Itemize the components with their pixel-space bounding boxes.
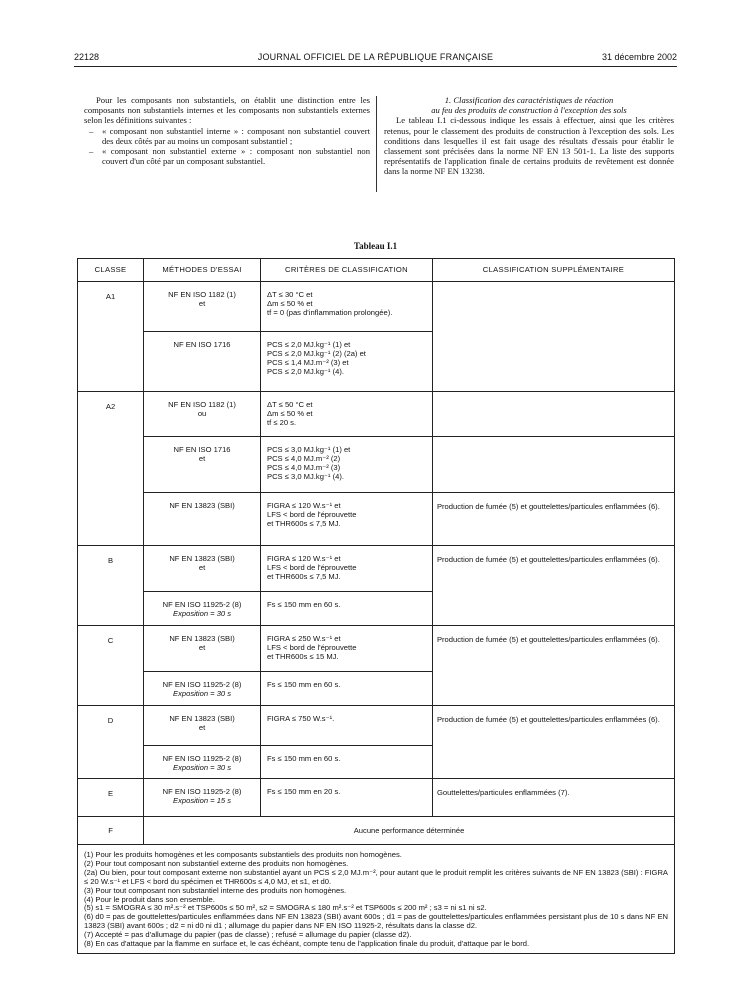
method-text: NF EN 13823 (SBI) <box>169 501 235 510</box>
method-text: NF EN ISO 11925-2 (8) <box>162 787 242 796</box>
exposure-text: Exposition = 30 s <box>173 763 232 773</box>
footnote: (8) En cas d'attaque par la flamme en surface et, le cas échéant, compte tenu de l'application finale du produit, d'attaque par le bord. <box>84 939 530 949</box>
method-conjunction: et <box>198 299 206 309</box>
criteria-cell: Fs ≤ 150 mm en 60 s. <box>261 746 433 779</box>
left-column <box>84 95 370 166</box>
issue-date: 31 décembre 2002 <box>601 52 677 62</box>
method-cell <box>144 546 261 592</box>
classification-table <box>77 258 675 954</box>
class-cell: D <box>78 706 144 779</box>
method-cell <box>144 706 261 746</box>
criteria-cell: Fs ≤ 150 mm en 60 s. <box>261 592 433 626</box>
no-performance-cell: Aucune performance déterminée <box>144 817 675 845</box>
section-body: Le tableau I.1 ci-dessous indique les essais à effectuer, ainsi que les critères retenus, pour le classement des produits de construction à l'exception des sols. Les conditions dans lesquelles il est fait usage des résultats d'essais pour établir le classement sont précisées dans la norme NF EN 13 501-1. La liste des supports représentatifs de l'application finale de certains produits de revêtement est donnée dans la norme NF EN 13238. <box>384 115 674 177</box>
section-heading: 1. Classification des caractéristiques de réaction <box>444 95 614 105</box>
criteria-line: LFS < bord de l'éprouvette <box>267 643 357 653</box>
method-cell <box>144 332 261 392</box>
method-text: NF EN 13823 (SBI) <box>169 714 235 723</box>
method-text: NF EN 13823 (SBI) <box>169 634 235 643</box>
definition-item: – « composant non substantiel interne » : composant non substantiel couvert des deux côtés par au moins un composant substantiel ; <box>89 125 370 146</box>
criteria-cell <box>261 626 433 672</box>
criteria-cell: Fs ≤ 150 mm en 60 s. <box>261 672 433 706</box>
definition-text: « composant non substantiel externe » : composant non substantiel non couvert d'un côté par un composant substantiel. <box>102 146 370 167</box>
table-title: Tableau I.1 <box>353 241 398 251</box>
criteria-line: PCS ≤ 2,0 MJ.kg⁻¹ (4). <box>267 367 344 377</box>
intro-paragraph: Pour les composants non substantiels, on établit une distinction entre les composants non substantiels internes et les composants non substantiels externes selon les définitions suivantes : <box>84 95 370 126</box>
exposure-text: Exposition = 15 s <box>173 796 232 806</box>
criteria-line: FIGRA ≤ 250 W.s⁻¹ et <box>267 634 341 643</box>
criteria-line: ΔT ≤ 50 °C et <box>267 400 313 409</box>
class-cell: E <box>78 779 144 817</box>
criteria-line: PCS ≤ 2,0 MJ.kg⁻¹ (1) et <box>267 340 351 349</box>
criteria-line: FIGRA ≤ 120 W.s⁻¹ et <box>267 501 341 510</box>
method-conjunction: et <box>198 454 206 464</box>
journal-title: JOURNAL OFFICIEL DE LA RÉPUBLIQUE FRANÇAISE <box>257 52 494 62</box>
criteria-cell <box>261 546 433 592</box>
criteria-line: tf = 0 (pas d'inflammation prolongée). <box>267 308 393 318</box>
criteria-line: PCS ≤ 2,0 MJ.kg⁻¹ (2) (2a) et <box>267 349 366 359</box>
criteria-cell: FIGRA ≤ 750 W.s⁻¹. <box>261 706 433 746</box>
footnote: (6) d0 = pas de gouttelettes/particules enflammées dans NF EN 13823 (SBI) avant 600s ; d1 = pas de gouttelettes/particules enflammées persistant plus de 10 s dans NF EN 13823 (SBI) avant 600s ; d2 = ni d0 ni d1 ; allumage du papier dans NF EN ISO 11925-2, résultats dans la classe d2. <box>84 912 668 931</box>
footnotes-row <box>78 845 675 954</box>
supplementary-cell <box>432 437 674 493</box>
page-number: 22128 <box>74 52 100 62</box>
supplementary-cell: Gouttelettes/particules enflammées (7). <box>432 779 674 817</box>
method-text: NF EN ISO 11925-2 (8) <box>162 680 242 689</box>
table-row <box>78 817 675 845</box>
footnotes-cell <box>78 845 675 954</box>
criteria-line: PCS ≤ 1,4 MJ.m⁻² (3) et <box>267 358 349 368</box>
page-header <box>74 52 677 66</box>
method-cell <box>144 392 261 437</box>
criteria-line: tf ≤ 20 s. <box>267 418 297 428</box>
header-methodes: MÉTHODES D'ESSAI <box>144 259 261 282</box>
method-conjunction: et <box>198 723 206 733</box>
method-conjunction: ou <box>197 409 207 419</box>
table-row <box>78 437 675 493</box>
supplementary-cell: Production de fumée (5) et gouttelettes/particules enflammées (6). <box>432 626 674 706</box>
method-text: NF EN 13823 (SBI) <box>169 554 235 563</box>
criteria-line: Δm ≤ 50 % et <box>267 409 313 419</box>
table-row <box>78 392 675 437</box>
footnote: (3) Pour tout composant non substantiel interne des produits non homogènes. <box>84 885 347 895</box>
criteria-line: FIGRA ≤ 120 W.s⁻¹ et <box>267 554 341 563</box>
criteria-line: LFS < bord de l'éprouvette <box>267 563 357 573</box>
definition-item: – « composant non substantiel externe » : composant non substantiel non couvert d'un côté par un composant substantiel. <box>89 146 370 167</box>
method-text: NF EN ISO 1182 (1) <box>168 290 236 299</box>
criteria-cell: Fs ≤ 150 mm en 20 s. <box>261 779 433 817</box>
method-text: NF EN ISO 1182 (1) <box>168 400 236 409</box>
criteria-cell <box>261 437 433 493</box>
criteria-line: et THR600s ≤ 7,5 MJ. <box>267 572 341 582</box>
supplementary-cell: Production de fumée (5) et gouttelettes/particules enflammées (6). <box>432 706 674 779</box>
definition-text: « composant non substantiel interne » : composant non substantiel couvert des deux côtés par au moins un composant substantiel ; <box>102 125 370 146</box>
criteria-line: PCS ≤ 4,0 MJ.m⁻² (2) <box>267 454 341 464</box>
header-rule <box>74 66 677 67</box>
method-cell <box>144 672 261 706</box>
column-separator <box>376 96 377 192</box>
criteria-line: et THR600s ≤ 15 MJ. <box>267 652 339 662</box>
footnote: (1) Pour les produits homogènes et les composants substantiels des produits non homogènes. <box>84 850 402 859</box>
section-heading-cont: au feu des produits de construction à l'exception des sols <box>431 105 627 116</box>
class-cell: F <box>78 817 144 845</box>
supplementary-cell: Production de fumée (5) et gouttelettes/particules enflammées (6). <box>432 546 674 626</box>
table-row <box>78 779 675 817</box>
method-text: NF EN ISO 1716 <box>173 445 231 454</box>
criteria-cell <box>261 493 433 546</box>
exposure-text: Exposition = 30 s <box>173 609 232 619</box>
method-cell <box>144 282 261 332</box>
method-cell <box>144 746 261 779</box>
supplementary-cell <box>432 392 674 437</box>
method-text: NF EN ISO 11925-2 (8) <box>162 600 242 609</box>
footnote: (2) Pour tout composant non substantiel externe des produits non homogènes. <box>84 858 349 868</box>
method-cell <box>144 437 261 493</box>
criteria-cell <box>261 282 433 332</box>
criteria-cell <box>261 392 433 437</box>
class-cell: A2 <box>78 392 144 546</box>
method-conjunction: et <box>198 643 206 653</box>
method-conjunction: et <box>198 563 206 573</box>
header-classe: CLASSE <box>78 259 144 282</box>
table-header-row <box>78 259 675 282</box>
exposure-text: Exposition = 30 s <box>173 689 232 699</box>
criteria-line: PCS ≤ 3,0 MJ.kg⁻¹ (4). <box>267 472 344 482</box>
table-row <box>78 626 675 672</box>
class-cell: A1 <box>78 282 144 392</box>
table-row <box>78 706 675 746</box>
criteria-cell <box>261 332 433 392</box>
header-supplementaire: CLASSIFICATION SUPPLÉMENTAIRE <box>432 259 674 282</box>
class-cell: C <box>78 626 144 706</box>
footnote: (5) s1 = SMOGRA ≤ 30 m².s⁻² et TSP600s ≤ 50 m², s2 = SMOGRA ≤ 180 m².s⁻² et TSP600s ≤ 200 m² ; s3 = ni s1 ni s2. <box>84 903 487 913</box>
method-text: NF EN ISO 1716 <box>173 340 231 349</box>
footnote: (2a) Ou bien, pour tout composant externe non substantiel ayant un PCS ≤ 2,0 MJ.m⁻², pour autant que le produit remplit les critères suivants de NF EN 13823 (SBI) : FIGRA ≤ 20 W.s⁻¹ et LFS < bord du spécimen et THR600s ≤ 4,0 MJ, et s1, et d0. <box>84 867 668 886</box>
criteria-line: et THR600s ≤ 7,5 MJ. <box>267 519 341 529</box>
method-cell <box>144 592 261 626</box>
right-column <box>384 95 674 177</box>
method-text: NF EN ISO 11925-2 (8) <box>162 754 242 763</box>
criteria-line: Δm ≤ 50 % et <box>267 299 313 309</box>
method-cell <box>144 493 261 546</box>
header-criteres: CRITÈRES DE CLASSIFICATION <box>261 259 433 282</box>
class-cell: B <box>78 546 144 626</box>
criteria-line: PCS ≤ 3,0 MJ.kg⁻¹ (1) et <box>267 445 351 454</box>
table-row <box>78 493 675 546</box>
table-row <box>78 282 675 332</box>
table-row <box>78 546 675 592</box>
criteria-line: LFS < bord de l'éprouvette <box>267 510 357 520</box>
supplementary-cell <box>432 282 674 392</box>
method-cell <box>144 626 261 672</box>
footnote: (7) Accepté = pas d'allumage du papier (pas de classe) ; refusé = allumage du papier (classe d2). <box>84 930 412 940</box>
method-cell <box>144 779 261 817</box>
criteria-line: ΔT ≤ 30 °C et <box>267 290 313 299</box>
criteria-line: PCS ≤ 4,0 MJ.m⁻² (3) <box>267 463 341 473</box>
footnote: (4) Pour le produit dans son ensemble. <box>84 894 215 904</box>
supplementary-cell: Production de fumée (5) et gouttelettes/particules enflammées (6). <box>432 493 674 546</box>
